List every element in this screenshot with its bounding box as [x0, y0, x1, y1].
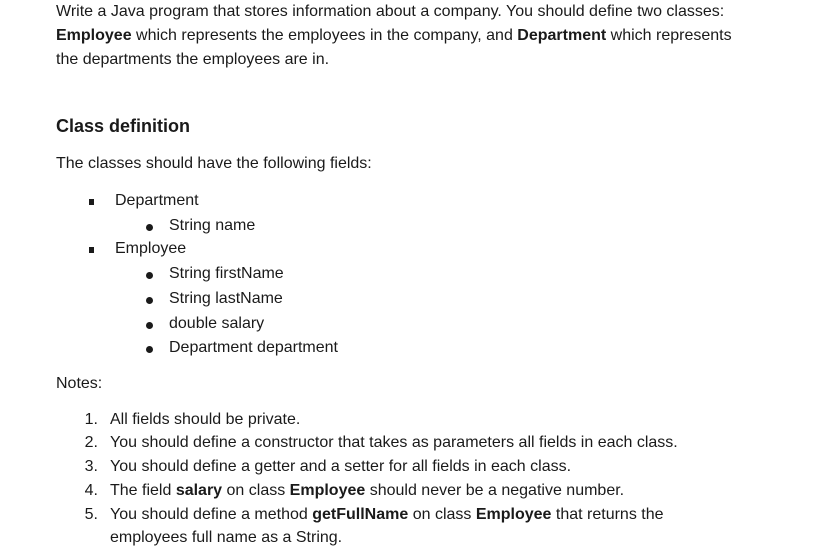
- note-text: You should define a getter and a setter for all fields in each class.: [110, 458, 572, 475]
- round-bullet-icon: [146, 224, 153, 231]
- square-bullet-icon: [89, 199, 94, 205]
- field-item: Department department: [169, 339, 338, 356]
- note-text: that returns the: [551, 506, 664, 523]
- note-bold-term: Employee: [289, 482, 366, 499]
- round-bullet-icon: [146, 272, 153, 279]
- field-item: String lastName: [169, 290, 283, 307]
- round-bullet-icon: [146, 346, 153, 353]
- note-item: [110, 411, 300, 429]
- intro-line-2-text-a: which represents the employees in the company, and: [131, 27, 518, 44]
- intro-line-3: the departments the employees are in.: [56, 51, 330, 68]
- note-item-continuation: employees full name as a String.: [110, 529, 343, 546]
- square-bullet-icon: [89, 247, 94, 253]
- note-item: [110, 482, 624, 500]
- notes-label: Notes:: [56, 375, 103, 392]
- note-item: [110, 458, 571, 476]
- note-number: 3.: [84, 458, 98, 475]
- section-lead: The classes should have the following fields:: [56, 155, 372, 172]
- section-heading: Class definition: [56, 116, 191, 136]
- intro-line-2-text-b: which represents: [606, 27, 732, 44]
- round-bullet-icon: [146, 297, 153, 304]
- note-number: 1.: [84, 411, 98, 428]
- note-bold-term: Employee: [475, 506, 552, 523]
- note-number: 2.: [84, 434, 98, 451]
- note-number: 5.: [84, 506, 98, 523]
- employee-class-name: Employee: [56, 27, 132, 44]
- note-text: The field: [110, 482, 176, 499]
- note-text: All fields should be private.: [110, 411, 301, 428]
- field-item: String name: [169, 217, 256, 234]
- class-item-department: Department: [115, 192, 199, 209]
- note-text: should never be a negative number.: [365, 482, 625, 499]
- intro-line-1: Write a Java program that stores information about a company. You should define two classes:: [56, 3, 725, 20]
- note-bold-term: salary: [175, 482, 223, 499]
- note-number: 4.: [84, 482, 98, 499]
- intro-line-2: [56, 24, 776, 48]
- note-text: on class: [222, 482, 290, 499]
- note-text: You should define a constructor that takes as parameters all fields in each class.: [110, 434, 678, 451]
- note-item: [110, 434, 678, 452]
- note-text: on class: [408, 506, 476, 523]
- note-text: You should define a method: [110, 506, 313, 523]
- class-item-employee: Employee: [115, 240, 187, 257]
- note-bold-term: getFullName: [312, 506, 409, 523]
- round-bullet-icon: [146, 322, 153, 329]
- field-item: double salary: [169, 315, 265, 332]
- department-class-name: Department: [517, 27, 607, 44]
- note-item: [110, 506, 664, 524]
- intro-paragraph: [56, 0, 776, 72]
- field-item: String firstName: [169, 265, 284, 282]
